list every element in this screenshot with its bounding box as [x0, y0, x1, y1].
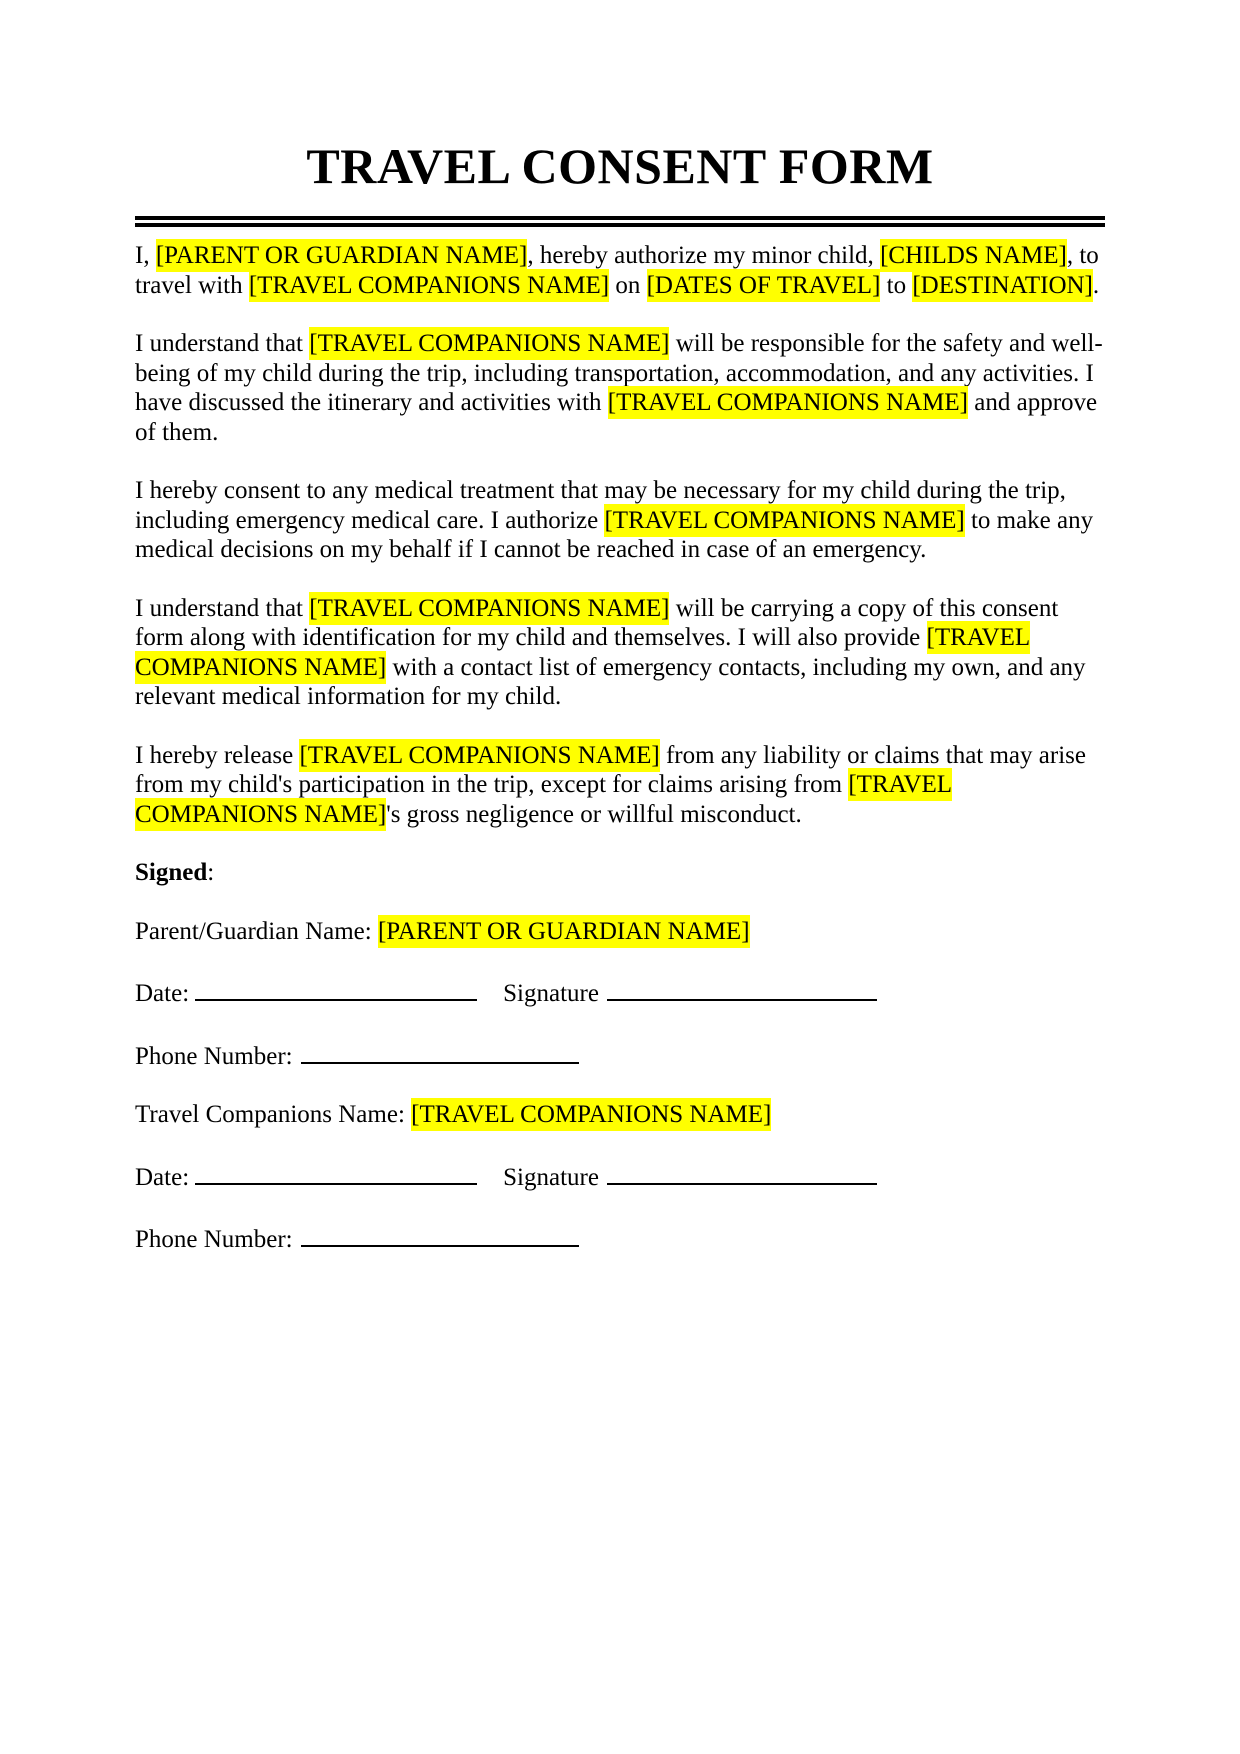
- parent-date-label: Date:: [135, 980, 190, 1007]
- companion-phone-field[interactable]: [301, 1221, 579, 1247]
- paragraph-text: , to travel with: [135, 242, 1099, 299]
- companion-name-row: [135, 1100, 1105, 1130]
- paragraph-text: to: [880, 271, 913, 299]
- parent-name-row: [135, 917, 1105, 947]
- placeholder-travel-companions-name[interactable]: [TRAVEL COMPANIONS NAME]: [608, 386, 968, 419]
- placeholder-travel-companions-name[interactable]: [TRAVEL COMPANIONS NAME]: [309, 327, 669, 360]
- placeholder-travel-companions-name[interactable]: [TRAVEL COMPANIONS NAME]: [135, 621, 1030, 684]
- companion-signature-field[interactable]: [607, 1159, 877, 1185]
- placeholder-parent-guardian-name[interactable]: [PARENT OR GUARDIAN NAME]: [156, 239, 528, 272]
- consent-paragraph-liability: [135, 741, 1105, 830]
- parent-phone-row: [135, 1038, 1105, 1072]
- parent-phone-label: Phone Number:: [135, 1042, 293, 1070]
- placeholder-childs-name[interactable]: [CHILDS NAME]: [880, 239, 1067, 272]
- paragraph-text: I,: [135, 242, 156, 269]
- consent-paragraph-medical: [135, 476, 1105, 565]
- consent-paragraph-authorization: [135, 241, 1105, 300]
- parent-phone-field[interactable]: [301, 1038, 579, 1064]
- companion-date-field[interactable]: [195, 1159, 477, 1185]
- signed-heading: [135, 858, 1105, 888]
- paragraph-text: I understand that: [135, 594, 310, 622]
- parent-date-field[interactable]: [195, 975, 477, 1001]
- paragraph-text: 's gross negligence or willful misconduct.: [386, 800, 802, 828]
- paragraph-text: I hereby release: [135, 741, 300, 769]
- consent-paragraph-identification: [135, 594, 1105, 712]
- placeholder-travel-companions-name[interactable]: [TRAVEL COMPANIONS NAME]: [135, 768, 952, 831]
- placeholder-dates-of-travel[interactable]: [DATES OF TRAVEL]: [647, 269, 881, 302]
- paragraph-text: .: [1092, 271, 1100, 299]
- page-title: TRAVEL CONSENT FORM: [306, 138, 934, 194]
- companion-signature-label: Signature: [503, 1163, 599, 1191]
- companion-date-label: Date:: [135, 1163, 190, 1191]
- signed-label: Signed: [135, 859, 208, 886]
- placeholder-destination[interactable]: [DESTINATION]: [912, 269, 1093, 302]
- companion-name-label: Travel Companions Name:: [135, 1101, 412, 1128]
- paragraph-text: , hereby authorize my minor child,: [527, 242, 881, 269]
- placeholder-travel-companions-name[interactable]: [TRAVEL COMPANIONS NAME]: [309, 592, 669, 625]
- paragraph-text: will be carrying a copy of this consent form along with identification for my child and themselves. I will also provide: [135, 594, 1059, 651]
- parent-signature-field[interactable]: [607, 975, 877, 1001]
- paragraph-text: from any liability or claims that may arise from my child's participation in the trip, except for claims arising from: [135, 741, 1086, 798]
- placeholder-travel-companions-name[interactable]: [TRAVEL COMPANIONS NAME]: [249, 269, 609, 302]
- placeholder-parent-guardian-name[interactable]: [PARENT OR GUARDIAN NAME]: [378, 915, 750, 948]
- companion-date-signature-row: [135, 1159, 1105, 1193]
- parent-signature-label: Signature: [503, 980, 599, 1007]
- title-divider-rule: [135, 216, 1105, 227]
- signed-colon: :: [207, 859, 215, 886]
- placeholder-travel-companions-name[interactable]: [TRAVEL COMPANIONS NAME]: [604, 504, 964, 537]
- parent-name-label: Parent/Guardian Name:: [135, 917, 378, 945]
- paragraph-text: on: [609, 271, 647, 299]
- paragraph-text: with a contact list of emergency contacts, including my own, and any relevant medical information for my child.: [135, 653, 1086, 710]
- paragraph-text: I hereby consent to any medical treatment that may be necessary for my child during the trip, including emergency medical care. I authorize: [135, 477, 1066, 534]
- paragraph-text: I understand that: [135, 330, 310, 357]
- consent-paragraph-responsibility: [135, 329, 1105, 447]
- companion-phone-label: Phone Number:: [135, 1226, 293, 1253]
- parent-date-signature-row: [135, 975, 1105, 1009]
- companion-phone-row: [135, 1221, 1105, 1255]
- paragraph-text: and approve of them.: [135, 389, 1098, 446]
- placeholder-travel-companions-name[interactable]: [TRAVEL COMPANIONS NAME]: [299, 739, 659, 772]
- paragraph-text: to make any medical decisions on my behalf if I cannot be reached in case of an emergency.: [135, 506, 1094, 563]
- placeholder-travel-companions-name[interactable]: [TRAVEL COMPANIONS NAME]: [411, 1098, 771, 1131]
- paragraph-text: will be responsible for the safety and well-being of my child during the trip, including transportation, accommodation, and any activities. I have discussed the itinerary and activities with: [135, 330, 1103, 416]
